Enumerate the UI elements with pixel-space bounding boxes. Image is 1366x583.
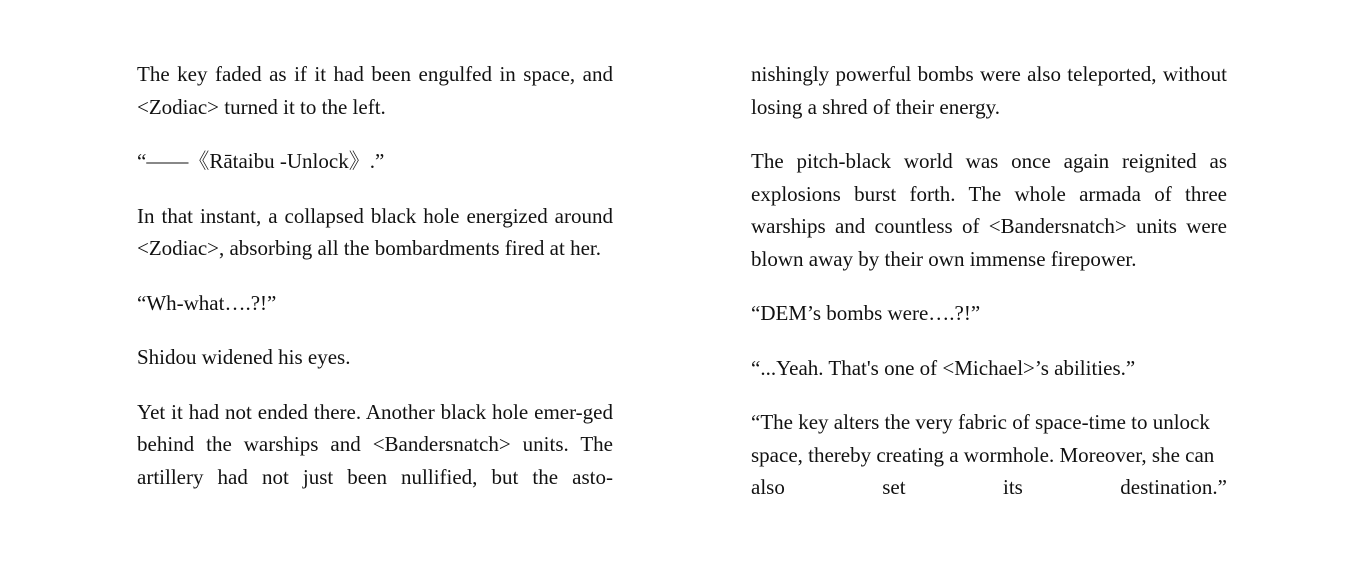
right-paragraph-3: “DEM’s bombs were….?!” (751, 301, 981, 325)
left-paragraph-3: In that instant, a collapsed black hole energized around <Zodiac>, absorbing all the bombardments fired at her. (137, 203, 613, 260)
left-paragraph-1: The key faded as if it had been engulfed in space, and <Zodiac> turned it to the left. (137, 62, 613, 119)
left-paragraph-4: “Wh-what….?!” (137, 290, 277, 315)
left-paragraph-6: Yet it had not ended there. Another black hole emer-ged behind the warships and <Bandersnatch> units. The artillery had not just been nullified, but the asto- (137, 399, 613, 489)
left-paragraph-2: “——《Rātaibu -Unlock》.” (137, 149, 385, 173)
right-page (751, 58, 1227, 526)
right-paragraph-5: “The key alters the very fabric of space-time to unlock space, thereby creating a wormhole. Moreover, she can also set its destination.” (751, 410, 1227, 499)
left-paragraph-5: Shidou widened his eyes. (137, 345, 351, 369)
right-paragraph-4: “...Yeah. That's one of <Michael>’s abilities.” (751, 355, 1136, 380)
left-page (137, 58, 613, 515)
right-paragraph-2: The pitch-black world was once again reignited as explosions burst forth. The whole armada of three warships and countless of <Bandersnatch> units were blown away by their own immense firepower. (751, 149, 1227, 271)
right-paragraph-1: nishingly powerful bombs were also teleported, without losing a shred of their energy. (751, 62, 1227, 119)
